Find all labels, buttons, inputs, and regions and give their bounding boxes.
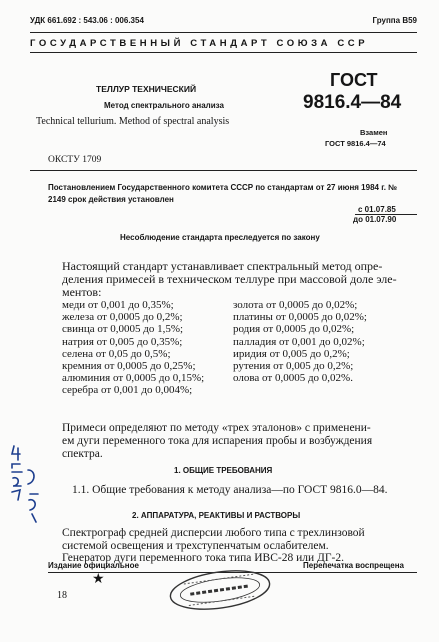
okstu-code: ОКСТУ 1709: [48, 155, 102, 165]
section-2-text: [62, 527, 416, 565]
element-range: иридия от 0,005 до 0,2%;: [233, 347, 350, 360]
element-range: железа от 0,0005 до 0,2%;: [62, 311, 183, 324]
intro-line: деления примесей в техническом теллуре при массовой доле эле-: [62, 272, 397, 287]
state-standard-banner: ГОСУДАРСТВЕННЫЙ СТАНДАРТ СОЮЗА ССР: [30, 38, 369, 49]
element-range: олова от 0,0005 до 0,02%.: [233, 372, 353, 385]
group-code: Группа В59: [372, 16, 417, 25]
method-line: ем дуги переменного тока для испарения пробы и возбуждения: [62, 434, 373, 447]
element-range: палладия от 0,001 до 0,02%;: [233, 335, 365, 348]
replaces-value: ГОСТ 9816.4—74: [325, 139, 386, 148]
method-line: Примеси определяют по методу «трех эталонов» с применени-: [62, 422, 371, 434]
element-range: платины от 0,0005 до 0,02%;: [233, 311, 367, 324]
library-stamp: [165, 565, 275, 615]
page-number: 18: [57, 590, 67, 601]
element-range: кремния от 0,0005 до 0,25%;: [62, 360, 196, 373]
title-ru: ТЕЛЛУР ТЕХНИЧЕСКИЙ: [96, 84, 197, 94]
elements-list-left: [62, 299, 204, 397]
decree-text: Постановлением Государственного комитета СССР по стандартам от 27 июня 1984 г. № 2149 срок действия установлен: [48, 183, 398, 204]
elements-list-right: [233, 299, 367, 384]
header-row: [30, 16, 417, 25]
gost-label: ГОСТ: [330, 70, 378, 90]
element-range: алюминия от 0,0005 до 0,15%;: [62, 372, 205, 385]
intro-line: Настоящий стандарт устанавливает спектральный метод опре-: [62, 259, 383, 273]
legal-notice: Несоблюдение стандарта преследуется по закону: [120, 233, 320, 242]
element-range: селена от 0,05 до 0,5%;: [62, 347, 171, 360]
date-to: до 01.07.90: [353, 215, 397, 224]
equipment-line: Спектрограф средней дисперсии любого типа с трехлинзовой: [62, 527, 365, 539]
handwritten-annotation: [2, 440, 42, 530]
method-paragraph: [62, 422, 416, 460]
element-range: меди от 0,001 до 0,35%;: [62, 299, 174, 311]
element-range: родия от 0,0005 до 0,02%;: [233, 323, 355, 336]
reprint-note: Перепечатка воспрещена: [303, 561, 404, 570]
section-1-heading: 1. ОБЩИЕ ТРЕБОВАНИЯ: [174, 466, 273, 475]
title-method: Метод спектрального анализа: [104, 101, 224, 110]
gost-number: 9816.4—84: [303, 92, 402, 113]
header-rule-bottom: [30, 52, 417, 53]
method-line: спектра.: [62, 447, 103, 460]
element-range: натрия от 0,005 до 0,35%;: [62, 335, 183, 348]
star-icon: ★: [92, 572, 105, 587]
title-en: Technical tellurium. Method of spectral analysis: [36, 116, 230, 127]
element-range: рутения от 0,005 до 0,2%;: [233, 360, 354, 373]
section-2-heading: 2. АППАРАТУРА, РЕАКТИВЫ И РАСТВОРЫ: [132, 511, 301, 520]
section-1-item: 1.1. Общие требования к методу анализа—по ГОСТ 9816.0—84.: [72, 484, 388, 496]
element-range: серебра от 0,001 до 0,004%;: [62, 384, 193, 397]
replaces-label: Взамен: [360, 128, 388, 137]
date-from: с 01.07.85: [358, 205, 396, 214]
equipment-line: системой освещения и трехступенчатым ослабителем.: [62, 539, 329, 552]
equipment-line: Генератор дуги переменного тока типа ИВС-28 или ДГ-2.: [62, 552, 344, 565]
okstu-rule: [30, 170, 417, 171]
element-range: свинца от 0,0005 до 1,5%;: [62, 323, 184, 336]
element-range: золота от 0,0005 до 0,02%;: [233, 299, 358, 311]
intro-paragraph: [62, 260, 416, 300]
edition-note: Издание официальное: [48, 561, 139, 570]
intro-line: ментов:: [62, 285, 102, 300]
udc-code: УДК 661.692 : 543.06 : 006.354: [30, 16, 144, 25]
header-rule-top: [30, 32, 417, 33]
